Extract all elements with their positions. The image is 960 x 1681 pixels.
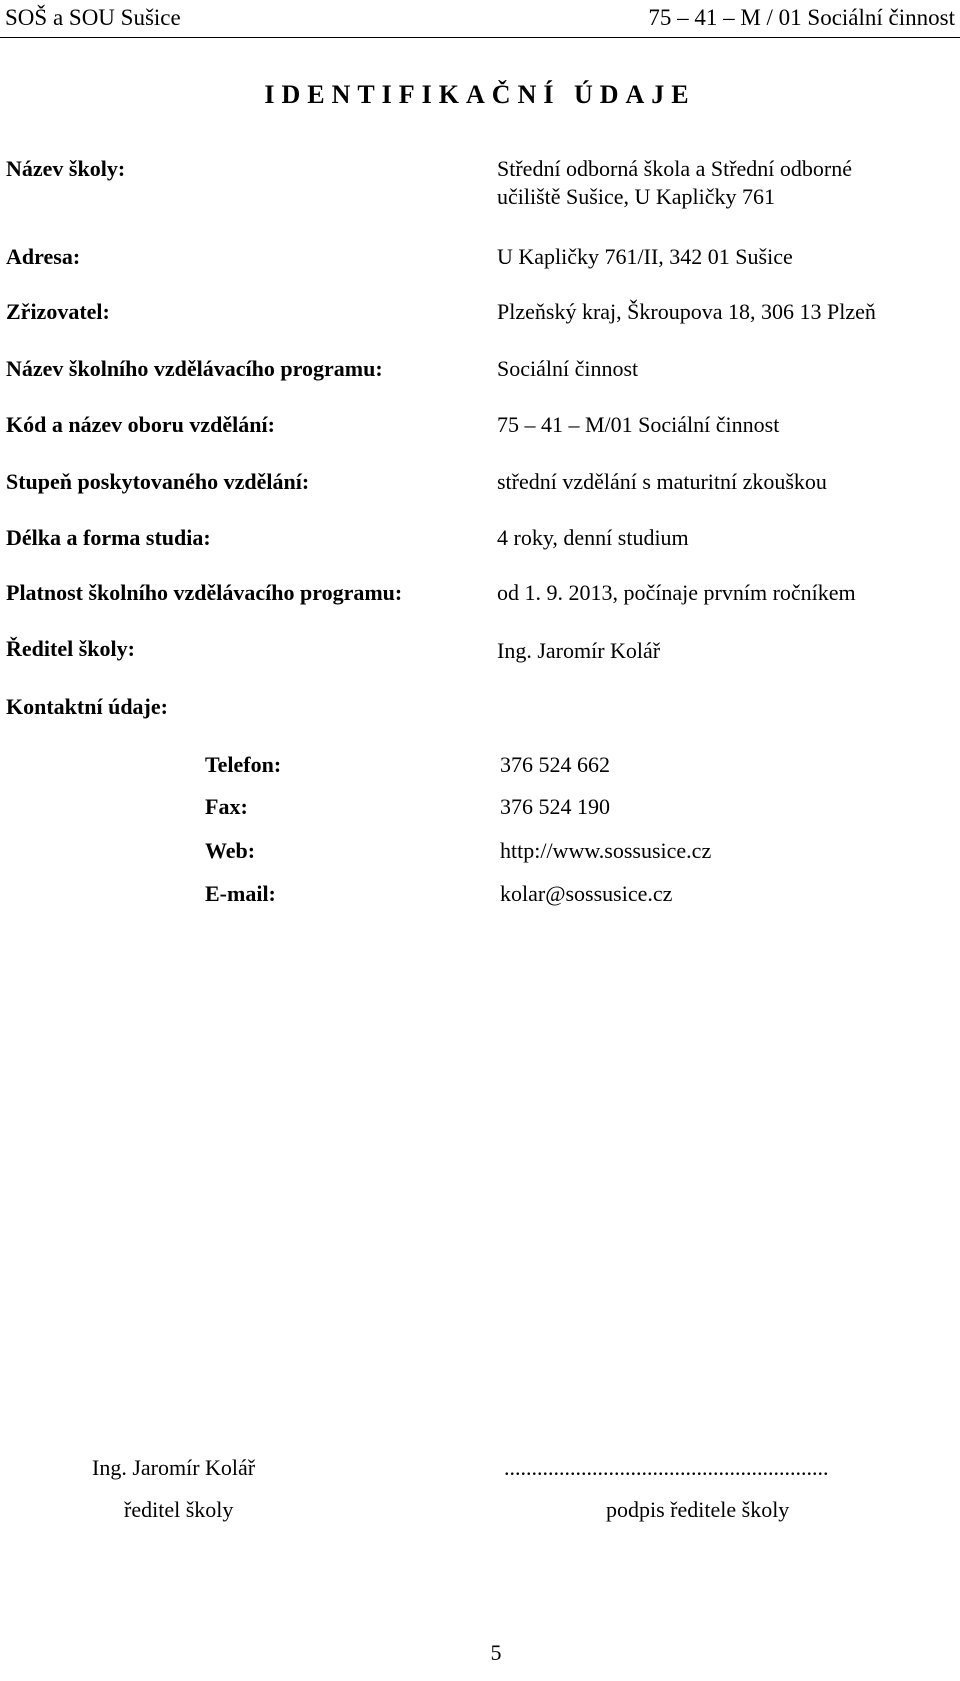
duration-label: Délka a forma studia: (6, 525, 211, 550)
education-level-value: střední vzdělání s maturitní zkouškou (497, 469, 827, 494)
header-school: SOŠ a SOU Sušice (5, 5, 181, 30)
contacts-heading: Kontaktní údaje: (6, 694, 168, 719)
email-value[interactable]: kolar@sossusice.cz (500, 881, 673, 906)
school-name-label: Název školy: (6, 156, 126, 181)
validity-value: od 1. 9. 2013, počínaje prvním ročníkem (497, 580, 856, 605)
program-name-label: Název školního vzdělávacího programu: (6, 356, 383, 381)
web-value[interactable]: http://www.sossusice.cz (500, 838, 712, 863)
education-level-label: Stupeň poskytovaného vzdělání: (6, 469, 310, 494)
fax-label: Fax: (205, 794, 248, 819)
director-value: Ing. Jaromír Kolář (497, 638, 661, 663)
fax-value: 376 524 190 (500, 794, 610, 819)
page-number: 5 (490, 1640, 502, 1665)
director-label: Ředitel školy: (6, 636, 135, 661)
email-label: E-mail: (205, 881, 276, 906)
school-name-value-line1: Střední odborná škola a Střední odborné (497, 156, 852, 181)
signature-dots: ........................................................... (504, 1455, 829, 1480)
address-label: Adresa: (6, 244, 81, 269)
duration-value: 4 roky, denní studium (497, 525, 689, 550)
web-label: Web: (205, 838, 256, 863)
phone-label: Telefon: (205, 752, 282, 777)
header-program-code: 75 – 41 – M / 01 Sociální činnost (648, 5, 955, 30)
phone-value: 376 524 662 (500, 752, 610, 777)
founder-value: Plzeňský kraj, Škroupova 18, 306 13 Plzeň (497, 299, 876, 324)
signature-name: Ing. Jaromír Kolář (92, 1455, 256, 1480)
field-code-label: Kód a název oboru vzdělání: (6, 412, 275, 437)
signature-caption: podpis ředitele školy (606, 1497, 790, 1522)
founder-label: Zřizovatel: (6, 299, 110, 324)
page-title: IDENTIFIKAČNÍ ÚDAJE (264, 80, 696, 109)
school-name-value-line2: učiliště Sušice, U Kapličky 761 (497, 184, 776, 209)
address-value: U Kapličky 761/II, 342 01 Sušice (497, 244, 793, 269)
field-code-value: 75 – 41 – M/01 Sociální činnost (497, 412, 780, 437)
signature-role: ředitel školy (124, 1497, 234, 1522)
validity-label: Platnost školního vzdělávacího programu: (6, 580, 403, 605)
header-rule (0, 37, 960, 38)
program-name-value: Sociální činnost (497, 356, 639, 381)
